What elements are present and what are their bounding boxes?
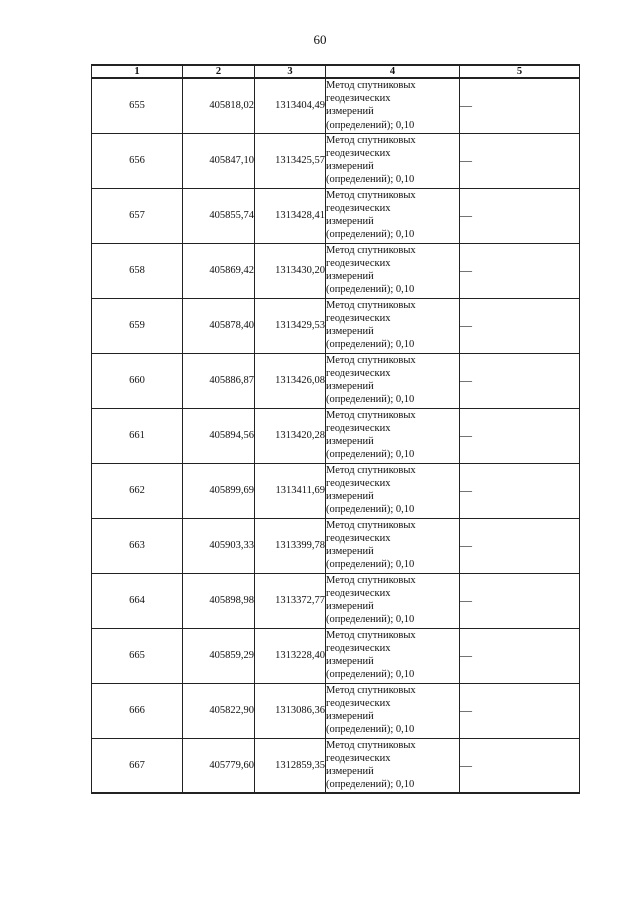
method-cell bbox=[326, 628, 460, 683]
method-line: измерений bbox=[326, 655, 374, 667]
method-cell bbox=[326, 573, 460, 628]
column-header-4: 4 bbox=[326, 65, 460, 78]
x-coordinate-cell: 405894,56 bbox=[183, 408, 255, 463]
method-line: измерений bbox=[326, 380, 374, 392]
method-line: измерений bbox=[326, 710, 374, 722]
method-cell bbox=[326, 243, 460, 298]
point-number-cell: 664 bbox=[92, 573, 183, 628]
point-number-cell: 667 bbox=[92, 738, 183, 793]
note-dash: — bbox=[460, 98, 472, 113]
note-cell bbox=[460, 738, 580, 793]
method-line: (определений); 0,10 bbox=[326, 559, 415, 571]
method-line: измерений bbox=[326, 160, 374, 172]
method-line: геодезических bbox=[326, 367, 391, 379]
y-coordinate-cell: 1313425,57 bbox=[255, 133, 326, 188]
method-cell bbox=[326, 738, 460, 793]
table-row bbox=[92, 298, 580, 353]
method-line: (определений); 0,10 bbox=[326, 229, 415, 241]
table-row bbox=[92, 518, 580, 573]
method-line: Метод спутниковых bbox=[326, 354, 416, 366]
method-line: Метод спутниковых bbox=[326, 134, 416, 146]
note-dash: — bbox=[460, 538, 472, 552]
note-cell bbox=[460, 573, 580, 628]
method-line: геодезических bbox=[326, 257, 391, 269]
method-line: геодезических bbox=[326, 697, 391, 709]
y-coordinate-cell: 1313086,36 bbox=[255, 683, 326, 738]
y-coordinate-cell: 1312859,35 bbox=[255, 738, 326, 793]
table-row bbox=[92, 738, 580, 793]
note-cell bbox=[460, 78, 580, 133]
table-row bbox=[92, 353, 580, 408]
point-number-cell: 657 bbox=[92, 188, 183, 243]
method-cell bbox=[326, 133, 460, 188]
table-row bbox=[92, 683, 580, 738]
point-number-cell: 666 bbox=[92, 683, 183, 738]
y-coordinate-cell: 1313228,40 bbox=[255, 628, 326, 683]
method-line: (определений); 0,10 bbox=[326, 174, 415, 186]
note-dash: — bbox=[460, 263, 472, 277]
note-dash: — bbox=[460, 428, 472, 442]
note-dash: — bbox=[460, 703, 472, 717]
point-number-cell: 662 bbox=[92, 463, 183, 518]
note-cell bbox=[460, 408, 580, 463]
note-cell bbox=[460, 683, 580, 738]
page-number: 60 bbox=[313, 32, 327, 47]
method-line: Метод спутниковых bbox=[326, 244, 416, 256]
method-cell bbox=[326, 408, 460, 463]
method-line: геодезических bbox=[326, 752, 391, 764]
table-row bbox=[92, 573, 580, 628]
method-line: геодезических bbox=[326, 422, 391, 434]
method-line: Метод спутниковых bbox=[326, 299, 416, 311]
table-body bbox=[92, 78, 580, 793]
y-coordinate-cell: 1313430,20 bbox=[255, 243, 326, 298]
y-coordinate-cell: 1313420,28 bbox=[255, 408, 326, 463]
method-line: Метод спутниковых bbox=[326, 464, 416, 476]
coordinates-table bbox=[91, 64, 580, 794]
method-line: (определений); 0,10 bbox=[326, 779, 415, 791]
y-coordinate-cell: 1313404,49 bbox=[255, 78, 326, 133]
method-line: геодезических bbox=[326, 312, 391, 324]
point-number-cell: 658 bbox=[92, 243, 183, 298]
method-line: Метод спутниковых bbox=[326, 629, 416, 641]
note-cell bbox=[460, 463, 580, 518]
note-dash: — bbox=[460, 208, 472, 222]
method-line: Метод спутниковых bbox=[326, 684, 416, 696]
method-cell bbox=[326, 683, 460, 738]
note-dash: — bbox=[460, 757, 472, 772]
method-line: измерений bbox=[326, 215, 374, 227]
x-coordinate-cell: 405869,42 bbox=[183, 243, 255, 298]
point-number-cell: 659 bbox=[92, 298, 183, 353]
method-line: (определений); 0,10 bbox=[326, 284, 415, 296]
method-line: Метод спутниковых bbox=[326, 519, 416, 531]
method-line: измерений bbox=[326, 765, 374, 777]
x-coordinate-cell: 405898,98 bbox=[183, 573, 255, 628]
table-row bbox=[92, 78, 580, 133]
table-row bbox=[92, 243, 580, 298]
x-coordinate-cell: 405818,02 bbox=[183, 78, 255, 133]
method-line: геодезических bbox=[326, 587, 391, 599]
table-row bbox=[92, 628, 580, 683]
x-coordinate-cell: 405886,87 bbox=[183, 353, 255, 408]
y-coordinate-cell: 1313428,41 bbox=[255, 188, 326, 243]
method-line: (определений); 0,10 bbox=[326, 669, 415, 681]
y-coordinate-cell: 1313429,53 bbox=[255, 298, 326, 353]
note-dash: — bbox=[460, 593, 472, 607]
table-row bbox=[92, 188, 580, 243]
point-number-cell: 656 bbox=[92, 133, 183, 188]
method-cell bbox=[326, 78, 460, 133]
note-dash: — bbox=[460, 483, 472, 497]
x-coordinate-cell: 405878,40 bbox=[183, 298, 255, 353]
y-coordinate-cell: 1313426,08 bbox=[255, 353, 326, 408]
method-line: Метод спутниковых bbox=[326, 189, 416, 201]
point-number-cell: 661 bbox=[92, 408, 183, 463]
point-number-cell: 663 bbox=[92, 518, 183, 573]
method-line: (определений); 0,10 bbox=[326, 339, 415, 351]
x-coordinate-cell: 405899,69 bbox=[183, 463, 255, 518]
note-cell bbox=[460, 518, 580, 573]
method-line: измерений bbox=[326, 106, 374, 118]
method-line: Метод спутниковых bbox=[326, 739, 416, 751]
method-cell bbox=[326, 188, 460, 243]
table-row bbox=[92, 463, 580, 518]
method-line: геодезических bbox=[326, 202, 391, 214]
x-coordinate-cell: 405822,90 bbox=[183, 683, 255, 738]
method-line: (определений); 0,10 bbox=[326, 394, 415, 406]
column-header-5: 5 bbox=[460, 65, 580, 78]
method-cell bbox=[326, 463, 460, 518]
point-number-cell: 665 bbox=[92, 628, 183, 683]
method-line: геодезических bbox=[326, 147, 391, 159]
note-cell bbox=[460, 628, 580, 683]
note-cell bbox=[460, 298, 580, 353]
column-header-3: 3 bbox=[255, 65, 326, 78]
x-coordinate-cell: 405855,74 bbox=[183, 188, 255, 243]
note-cell bbox=[460, 133, 580, 188]
x-coordinate-cell: 405779,60 bbox=[183, 738, 255, 793]
y-coordinate-cell: 1313411,69 bbox=[255, 463, 326, 518]
method-line: (определений); 0,10 bbox=[326, 504, 415, 516]
note-dash: — bbox=[460, 153, 472, 167]
method-cell bbox=[326, 518, 460, 573]
table-header-row bbox=[92, 65, 580, 78]
method-line: измерений bbox=[326, 435, 374, 447]
x-coordinate-cell: 405859,29 bbox=[183, 628, 255, 683]
method-line: Метод спутниковых bbox=[326, 574, 416, 586]
note-dash: — bbox=[460, 648, 472, 662]
method-line: геодезических bbox=[326, 477, 391, 489]
method-line: геодезических bbox=[326, 532, 391, 544]
method-line: измерений bbox=[326, 490, 374, 502]
point-number-cell: 660 bbox=[92, 353, 183, 408]
method-line: измерений bbox=[326, 545, 374, 557]
y-coordinate-cell: 1313372,77 bbox=[255, 573, 326, 628]
method-line: Метод спутниковых bbox=[326, 80, 416, 91]
y-coordinate-cell: 1313399,78 bbox=[255, 518, 326, 573]
method-line: (определений); 0,10 bbox=[326, 449, 415, 461]
table-row bbox=[92, 408, 580, 463]
note-dash: — bbox=[460, 318, 472, 332]
column-header-1: 1 bbox=[92, 65, 183, 78]
method-line: измерений bbox=[326, 325, 374, 337]
method-line: (определений); 0,10 bbox=[326, 614, 415, 626]
method-line: (определений); 0,10 bbox=[326, 119, 415, 131]
note-cell bbox=[460, 353, 580, 408]
method-line: геодезических bbox=[326, 642, 391, 654]
x-coordinate-cell: 405847,10 bbox=[183, 133, 255, 188]
method-line: геодезических bbox=[326, 93, 391, 105]
x-coordinate-cell: 405903,33 bbox=[183, 518, 255, 573]
note-dash: — bbox=[460, 373, 472, 387]
method-line: Метод спутниковых bbox=[326, 409, 416, 421]
method-line: измерений bbox=[326, 270, 374, 282]
note-cell bbox=[460, 188, 580, 243]
method-line: (определений); 0,10 bbox=[326, 724, 415, 736]
method-cell bbox=[326, 353, 460, 408]
point-number-cell: 655 bbox=[92, 78, 183, 133]
method-line: измерений bbox=[326, 600, 374, 612]
method-cell bbox=[326, 298, 460, 353]
note-cell bbox=[460, 243, 580, 298]
table-row bbox=[92, 133, 580, 188]
column-header-2: 2 bbox=[183, 65, 255, 78]
